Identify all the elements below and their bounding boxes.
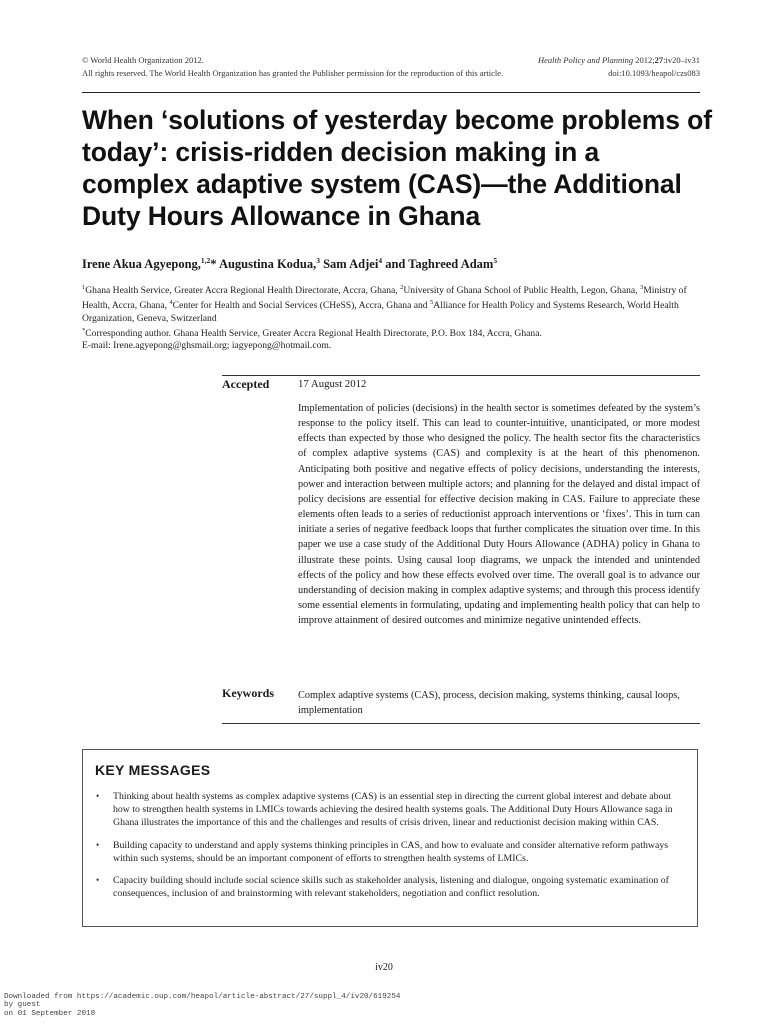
bullet-icon: • (96, 839, 100, 850)
article-title: When ‘solutions of yesterday become problems of today’: crisis-ridden decision making in a complex adaptive system (CAS)—the Additional Duty Hours Allowance in Ghana (82, 105, 712, 231)
journal-pages: :iv20–iv31 (663, 55, 700, 65)
keywords-text: Complex adaptive systems (CAS), process, decision making, systems thinking, causal loops, implementation (298, 690, 680, 717)
accepted-date: 17 August 2012 (298, 378, 367, 390)
key-messages-box (82, 749, 698, 927)
bullet-icon: • (96, 791, 100, 801)
accepted-label: Accepted (222, 377, 270, 391)
doi: doi:10.1093/heapol/czs083 (608, 68, 700, 78)
keywords-label: Keywords (222, 686, 274, 700)
journal-citation (440, 54, 700, 67)
author: Augustina Kodua,$^3$ (218, 256, 320, 272)
author: Irene Akua Agyepong,$^{1,2}$* (82, 256, 217, 272)
footer-line: by guest (4, 1001, 41, 1010)
page-number: iv20 (375, 962, 393, 973)
author-list (82, 252, 712, 273)
abstract-bottom-rule (222, 723, 700, 724)
copyright-line: © World Health Organization 2012. (82, 55, 204, 65)
list-item: • Thinking about health systems as complex adaptive systems (CAS) is an essential step in directing the current global interest and debate about how to strengthen health systems in LMICs towards achieving the desired health systems goals. The Additional Duty Hours Allowance saga in Ghana illustrates the importance of this and the challenges and results of crisis driven, linear and reductionist decision making within CAS. (96, 791, 673, 829)
abstract-top-rule (222, 375, 700, 376)
key-messages-title: KEY MESSAGES (95, 762, 211, 778)
journal-volume: 27 (654, 55, 664, 65)
download-footer (4, 993, 504, 1018)
list-item: • Building capacity to understand and apply systems thinking principles in CAS, and how to evaluate and consider alternative reform pathways within such systems, should be an important component of efforts to strengthen health systems of LMICs. (96, 839, 669, 864)
footer-line: Downloaded from https://academic.oup.com/heapol/article-abstract/27/suppl_4/iv20/619254 (4, 993, 401, 1001)
journal-name: Health Policy and Planning (538, 55, 634, 65)
abstract-text: Implementation of policies (decisions) in the health sector is sometimes defeated by the system’s response to the policy itself. This can lead to counter-intuitive, unanticipated, or more modest effects than expected by those who designed the policy. The health sector fits the characteristics of complex adaptive systems (CAS) and complexity is at the heart of this phenomenon. Anticipating both positive and negative effects of policy decisions, understanding the interests, power and interaction between multiple actors; and planning for the delayed and distal impact of policy decisions are essential for effective decision making in CAS. Failure to appreciate these elements often leads to a series of reductionist approach interventions or ‘fixes’. This in turn can initiate a series of negative feedback loops that further complicates the situation over time. In this paper we use a case study of the Additional Duty Hours Allowance (ADHA) policy in Ghana to illustrate these points. Using causal loop diagrams, we unpack the intended and unintended effects of the policy and how these effects evolved over time. The overall goal is to advance our understanding of decision making in complex adaptive systems; and through this process identify some essential elements in formulating, updating and implementing health policy that can help to improve attainment of desired outcomes and minimize negative unintended effects. (298, 403, 700, 627)
header-rule (82, 92, 700, 93)
author: and Taghreed Adam$^5$ (385, 256, 498, 272)
rights-line: All rights reserved. The World Health Organization has granted the Publisher permission for the reproduction of this article. (82, 68, 504, 78)
corresponding-author: *Corresponding author. Ghana Health Service, Greater Accra Regional Health Directorate, P.O. Box 184, Accra, Ghana. E-mail: Irene.agyepong@ghsmail.org; iagyepong@hotmail.com. (82, 325, 702, 353)
author: Sam Adjei$^4$ (323, 256, 383, 272)
author-email: E-mail: Irene.agyepong@ghsmail.org; iagyepong@hotmail.com. (82, 340, 332, 352)
bullet-icon: • (96, 875, 100, 886)
list-item: • Capacity building should include social science skills such as stakeholder analysis, listening and dialogue, ongoing systematic examination of consequences, inclusion of and brainstorming with relevant stakeholders, negotiation and conflict resolution. (96, 875, 669, 900)
header-right (440, 54, 700, 80)
affiliations: $^1$Ghana Health Service, Greater Accra Regional Health Directorate, Accra, Ghana, $^2$University of Ghana School of Public Health, Legon, Ghana, $^3$Ministry of Health, Accra, Ghana, $^4$Center for Health and Social Services (CHeSS), Accra, Ghana and $^5$Alliance for Health Policy and Systems Research, World Health Organization, Geneva, Switzerland (82, 284, 687, 324)
key-messages-list (83, 790, 699, 909)
journal-year: 2012; (635, 55, 655, 65)
footer-line: on 01 September 2018 (4, 1009, 96, 1018)
